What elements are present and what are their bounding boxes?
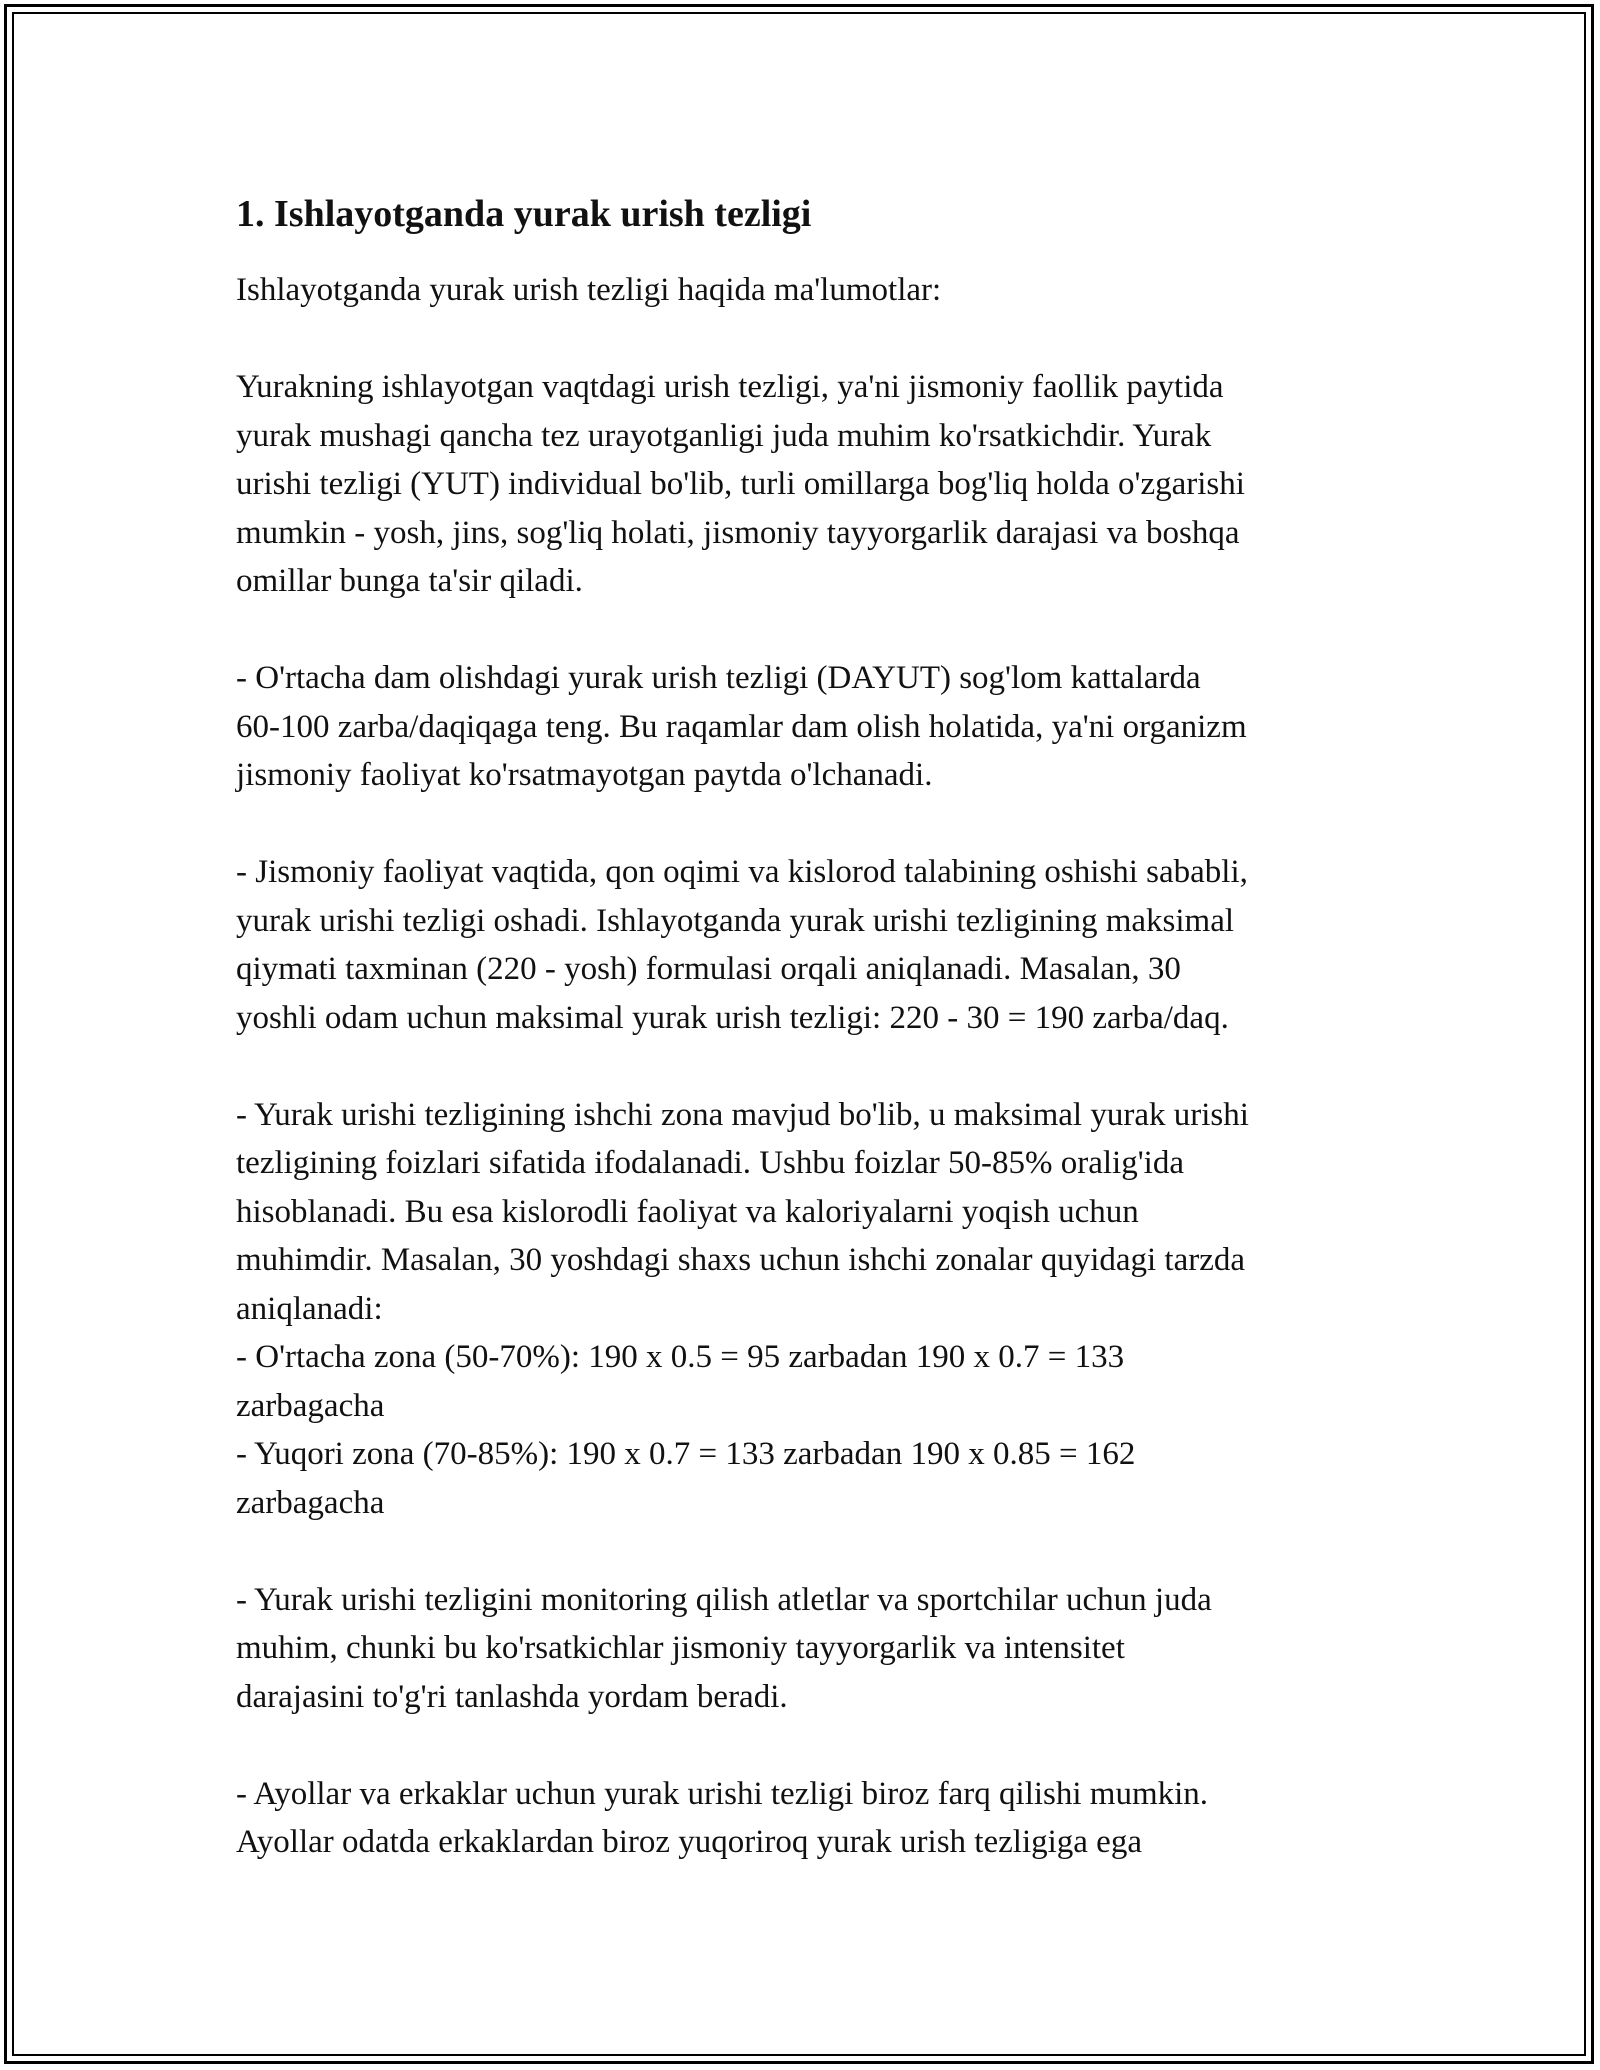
paragraph-resting-rate: - O'rtacha dam olishdagi yurak urish tezligi (DAYUT) sog'lom kattalarda 60-100 zarba/daqiqaga teng. Bu raqamlar dam olish holatida, ya'ni organizm jismoniy faoliyat ko'rsatmayotgan paytda o'lchanadi. bbox=[236, 660, 1247, 793]
paragraph-monitoring: - Yurak urishi tezligini monitoring qilish atletlar va sportchilar uchun juda muhim, chunki bu ko'rsatkichlar jismoniy tayyorgarlik va intensitet darajasini to'g'ri tanlashda yordam beradi. bbox=[236, 1581, 1212, 1715]
document-body bbox=[236, 186, 1376, 1867]
paragraph-working-zones: - Yurak urishi tezligining ishchi zona mavjud bo'lib, u maksimal yurak urishi tezligining foizlari sifatida ifodalanadi. Ushbu foizlar 50-85% oralig'ida hisoblanadi. Bu esa kislorodli faoliyat va kaloriyalarni yoqish uchun muhimdir. Masalan, 30 yoshdagi shaxs uchun ishchi zonalar quyidagi tarzda aniqlanadi: - O'rtacha zona (50-70%): 190 x 0.5 = 95 zarbadan 190 x 0.7 = 133 zarbagacha - Yuqori zona (70-85%): 190 x 0.7 = 133 zarbadan 190 x 0.85 = 162 zarbagacha bbox=[236, 1096, 1249, 1521]
paragraph-overview: Yurakning ishlayotgan vaqtdagi urish tezligi, ya'ni jismoniy faollik paytida yurak mushagi qancha tez urayotganligi juda muhim ko'rsatkichdir. Yurak urishi tezligi (YUT) individual bo'lib, turli omillarga bog'liq holda o'zgarishi mumkin - yosh, jins, sog'liq holati, jismoniy tayyorgarlik darajasi va boshqa omillar bunga ta'sir qiladi. bbox=[236, 369, 1245, 599]
paragraph-gender-difference: - Ayollar va erkaklar uchun yurak urishi tezligi biroz farq qilishi mumkin. Ayollar odatda erkaklardan biroz yuqoriroq yurak urish tezligiga ega bbox=[236, 1775, 1209, 1860]
paragraph-max-rate: - Jismoniy faoliyat vaqtida, qon oqimi va kislorod talabining oshishi sababli, yurak urishi tezligi oshadi. Ishlayotganda yurak urishi tezligining maksimal qiymati taxminan (220 - yosh) formulasi orqali aniqlanadi. Masalan, 30 yoshli odam uchun maksimal yurak urish tezligi: 220 - 30 = 190 zarba/daq. bbox=[236, 854, 1248, 1036]
paragraph-intro: Ishlayotganda yurak urish tezligi haqida ma'lumotlar: bbox=[236, 272, 942, 308]
document-title: 1. Ishlayotganda yurak urish tezligi bbox=[236, 193, 812, 235]
